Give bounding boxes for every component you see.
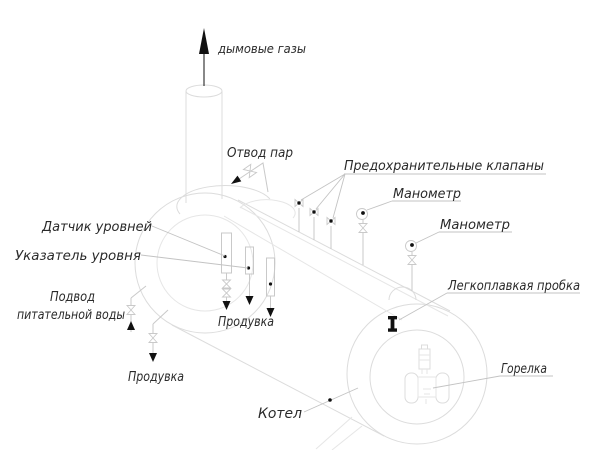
boiler-label: Котел (258, 406, 303, 422)
feed-water-arrow-icon (127, 321, 135, 330)
steam-pipe (236, 163, 268, 192)
flue-tube-line (224, 216, 402, 320)
blowdown-mid-label: Продувка (218, 315, 275, 330)
manometer1-label: Манометр (393, 187, 461, 202)
feed-water-line (127, 286, 146, 332)
leader-dot (410, 243, 414, 247)
blowdown-left-label: Продувка (128, 370, 185, 385)
manometer1-leader (367, 201, 461, 210)
chimney (186, 28, 222, 203)
leader-dot (269, 282, 272, 285)
steam-flow-arrow-icon (231, 176, 241, 184)
leader-dot (361, 211, 365, 215)
left-blowdown-pipe (153, 310, 168, 353)
safety-valves (295, 200, 335, 250)
boiler-furnace-circle (370, 330, 464, 424)
steam-valve-icon (243, 164, 256, 177)
boiler-top-seam (240, 207, 448, 316)
front-lower-lines (316, 417, 362, 450)
boiler-top-edge (238, 200, 450, 311)
manometer-valve-icon (359, 224, 367, 233)
burner-left-flange (405, 373, 418, 403)
safety-valves-leaders (301, 174, 345, 218)
feed-water-label-line1: Подвод (50, 290, 96, 305)
manometer-2 (406, 241, 417, 292)
flue-gases-label: дымовые газы (217, 42, 306, 56)
safety-valves-label: Предохранительные клапаны (344, 159, 544, 174)
blowdown-arrow-icon (246, 296, 254, 305)
burner-leader (433, 376, 553, 388)
burner-label: Горелка (501, 362, 548, 377)
blowdown-valve-icon (223, 289, 231, 297)
fusible-plug-label: Легкоплавкая пробка (447, 279, 581, 294)
level-indicator-label: Указатель уровня (15, 249, 142, 264)
manometer-1 (357, 209, 368, 266)
manometer2-label: Манометр (440, 218, 510, 233)
safety-valve-stems (299, 208, 331, 249)
level-sensor-cylinder (222, 233, 232, 273)
labels (15, 42, 580, 422)
blowdown-valve-icon (223, 280, 231, 288)
feed-water-label-line2: питательной воды (17, 308, 125, 323)
boiler-front-circle (347, 304, 487, 444)
left-blowdown-line (149, 310, 168, 362)
chimney-top-ellipse (186, 85, 222, 97)
level-sensor-leader (152, 226, 225, 256)
burner-canister-lines (419, 355, 430, 374)
burner-drawing (405, 345, 449, 404)
manometer2-leader (416, 232, 512, 243)
steam-outlet-label: Отвод пар (227, 146, 293, 161)
blowdown-arrow-icon (223, 301, 231, 310)
manometer-valve-icon (408, 256, 416, 265)
left-blowdown-arrow-icon (149, 353, 157, 362)
feed-water-valve-icon (127, 306, 135, 315)
burner-cap (422, 345, 428, 349)
burner-canister (419, 349, 430, 369)
level-sensor-label: Датчик уровней (41, 220, 152, 235)
leader-dot (329, 219, 332, 222)
steam-outlet-assembly (231, 163, 268, 192)
flue-gas-arrow-icon (199, 28, 209, 54)
fusible-plug-icon (388, 316, 397, 332)
feed-water-pipe (131, 286, 146, 332)
burner-right-flange (436, 373, 449, 403)
boiler-body-outline (135, 186, 487, 450)
left-blowdown-valve-icon (149, 334, 157, 343)
leader-dot (328, 398, 332, 402)
fusible-plug-leader (399, 293, 580, 320)
leader-dot (297, 201, 300, 204)
leader-dot (312, 210, 315, 213)
